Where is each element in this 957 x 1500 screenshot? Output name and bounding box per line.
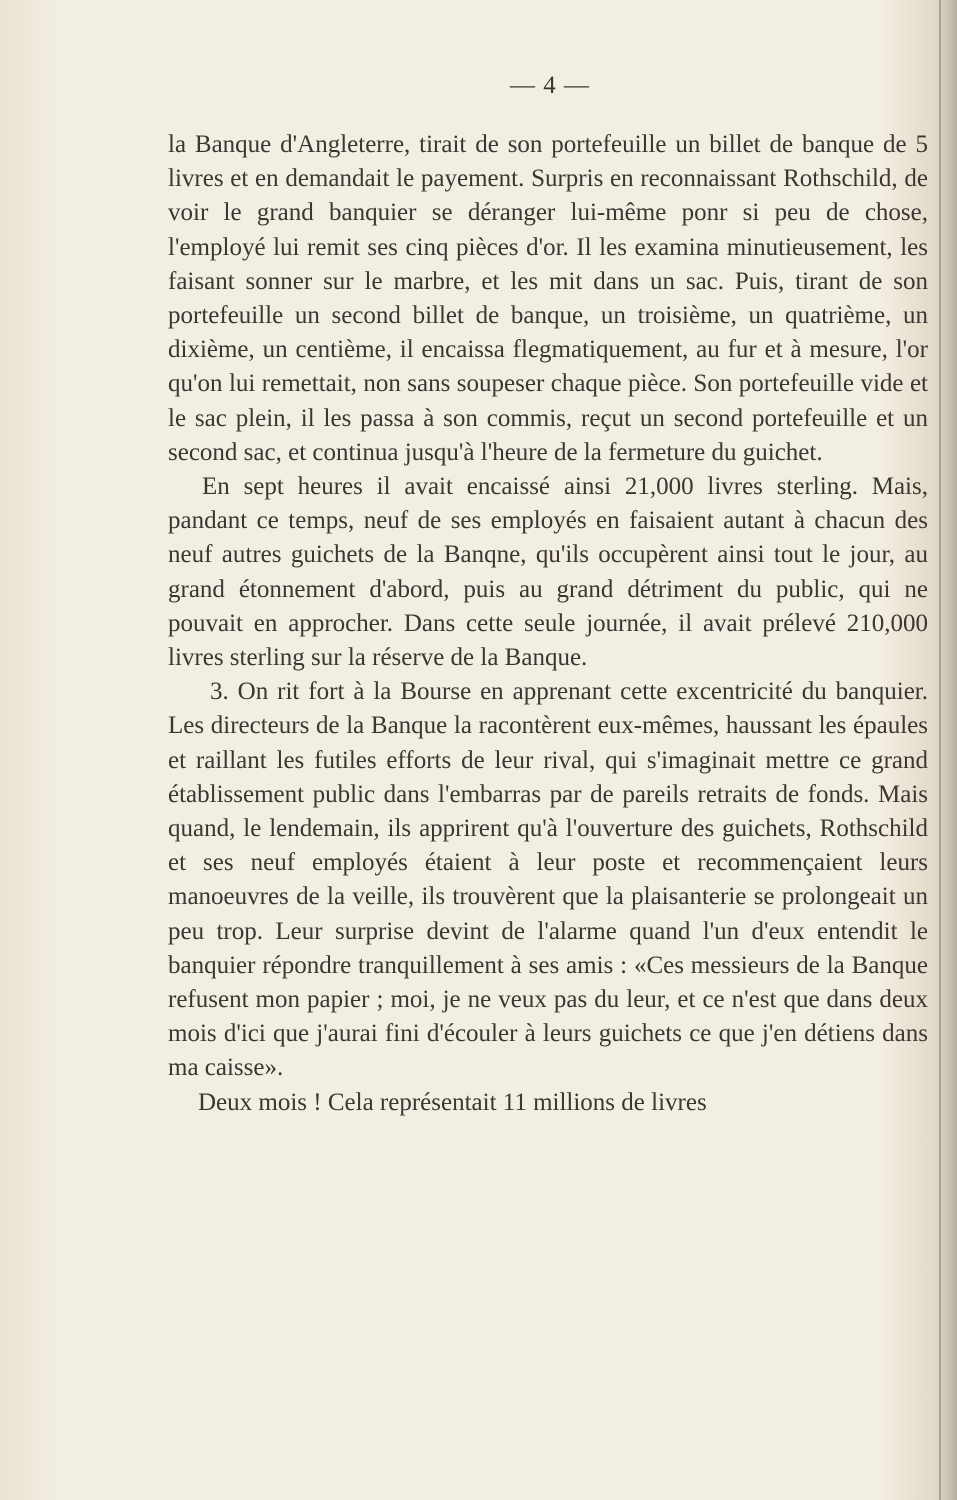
page-edge-line — [939, 0, 941, 1500]
page-number: — 4 — — [510, 72, 590, 99]
body-text — [168, 128, 928, 1120]
paragraph-section-3: 3. On rit fort à la Bourse en apprenant cette excentricité du banquier. Les directeurs de la Banque la racontèrent eux-mêmes, haussant les épaules et raillant les futiles efforts de leur rival, qui s'imaginait mettre ce grand établissement public dans l'embarras par de pareils retraits de fonds. Mais quand, le lendemain, ils apprirent qu'à l'ouverture des guichets, Rothschild et ses neuf employés étaient à leur poste et recommençaient leurs manoeuvres de la veille, ils trouvèrent que la plaisanterie se prolongeait un peu trop. Leur surprise devint de l'alarme quand l'un d'eux entendit le banquier répondre tranquillement à ses amis : «Ces messieurs de la Banque refusent mon papier ; moi, je ne veux pas du leur, et ce n'est que dans deux mois d'ici que j'aurai fini d'écouler à leurs guichets ce que j'en détiens dans ma caisse». — [168, 678, 928, 1082]
paragraph-sept-heures: En sept heures il avait encaissé ainsi 21,000 livres sterling. Mais, pandant ce temps, neuf de ses employés en faisaient autant à chacun des neuf autres guichets de la Banqne, qu'ils occupèrent ainsi tout le jour, au grand étonnement d'abord, puis au grand détriment du public, qui ne pouvait en approcher. Dans cette seule journée, il avait prélevé 210,000 livres sterling sur la réserve de la Banque. — [168, 473, 928, 672]
paragraph-deux-mois: Deux mois ! Cela représentait 11 millions de livres — [198, 1088, 707, 1116]
paragraph-continuation: la Banque d'Angleterre, tirait de son portefeuille un billet de banque de 5 livres et en demandait le payement. Surpris en reconnaissant Rothschild, de voir le grand banquier se déranger lui-même ponr si peu de chose, l'employé lui remit ses cinq pièces d'or. Il les examina minutieusement, les faisant sonner sur le marbre, et les mit dans un sac. Puis, tirant de son portefeuille un second billet de banque, un troisième, un quatrième, un dixième, un centième, il encaissa flegmatiquement, au fur et à mesure, l'or qu'on lui remettait, non sans soupeser chaque pièce. Son portefeuille vide et le sac plein, il les passa à son commis, reçut un second portefeuille et un second sac, et continua jusqu'à l'heure de la fermeture du guichet. — [168, 131, 928, 466]
